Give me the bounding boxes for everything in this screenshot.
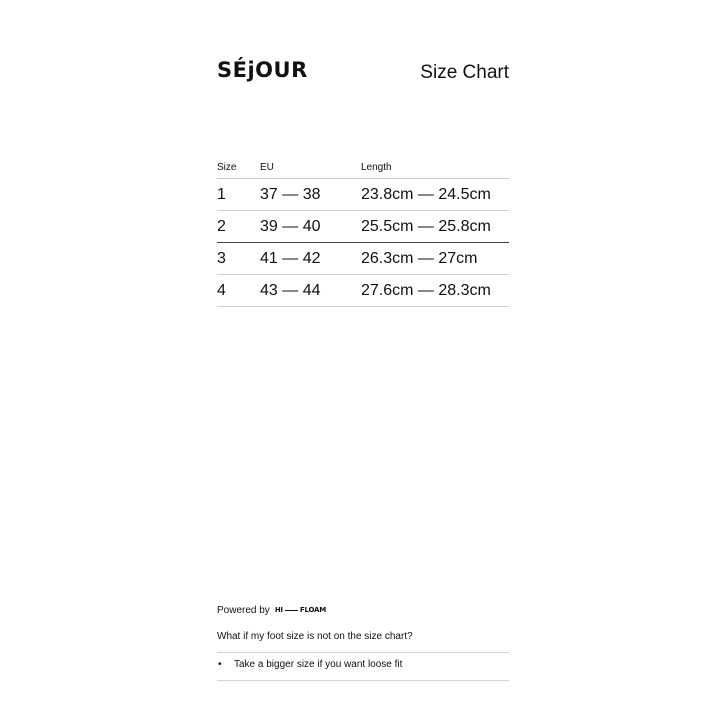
column-header-length: Length [361, 158, 509, 179]
cell-length: 27.6cm — 28.3cm [361, 275, 509, 307]
cell-eu: 39 — 40 [260, 211, 361, 243]
cell-eu: 43 — 44 [260, 275, 361, 307]
table-row [217, 275, 509, 307]
hi-floam-logo [275, 604, 326, 617]
bullet-icon: • [218, 659, 222, 670]
logo-right-text: FLOAM [299, 606, 327, 614]
table-row [217, 179, 509, 211]
column-header-size: Size [217, 158, 260, 179]
faq-question: What if my foot size is not on the size chart? [217, 628, 509, 653]
column-header-eu: EU [260, 158, 361, 179]
logo-dash [285, 610, 298, 612]
size-table [217, 158, 509, 307]
cell-size: 3 [217, 243, 260, 275]
faq-section [217, 628, 509, 681]
cell-size: 4 [217, 275, 260, 307]
cell-length: 23.8cm — 24.5cm [361, 179, 509, 211]
table-row [217, 211, 509, 243]
cell-size: 1 [217, 179, 260, 211]
powered-by [217, 604, 326, 617]
powered-by-label: Powered by [217, 605, 270, 616]
cell-length: 25.5cm — 25.8cm [361, 211, 509, 243]
faq-answer-text: Take a bigger size if you want loose fit [234, 659, 403, 670]
cell-size: 2 [217, 211, 260, 243]
cell-eu: 37 — 38 [260, 179, 361, 211]
size-chart-card [217, 0, 509, 726]
table-row [217, 243, 509, 275]
faq-answer [217, 653, 509, 681]
cell-length: 26.3cm — 27cm [361, 243, 509, 275]
page-title: Size Chart [420, 62, 509, 83]
logo-left-text: HI [274, 606, 283, 614]
brand-logo: SÉjOUR [217, 58, 308, 82]
table-header-row [217, 158, 509, 179]
cell-eu: 41 — 42 [260, 243, 361, 275]
header [217, 58, 509, 88]
